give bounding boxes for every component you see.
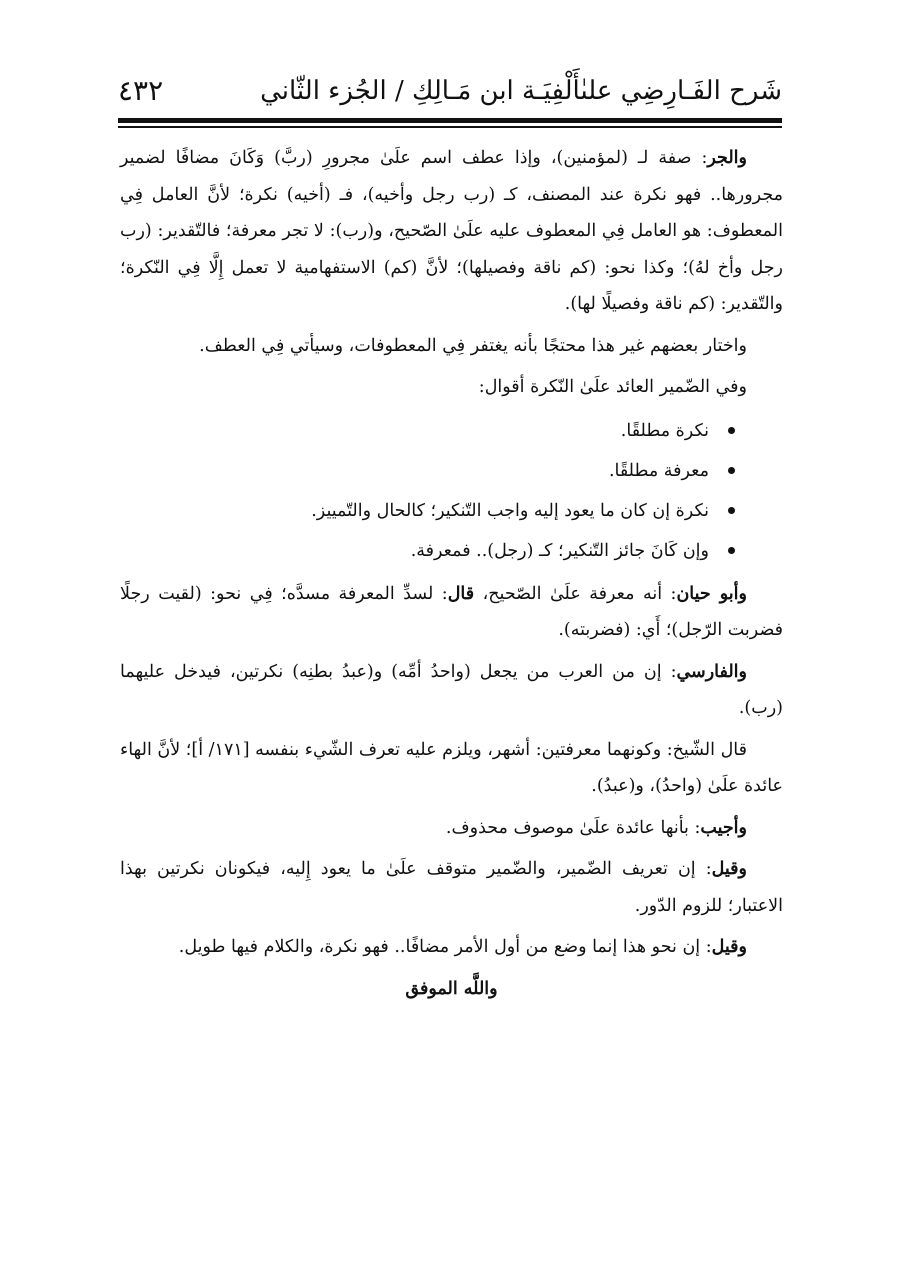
paragraph-lead: والجر	[707, 148, 747, 168]
page-number: ٤٣٢	[118, 74, 164, 107]
list-item-text: نكرة إن كان ما يعود إليه واجب التّنكير؛ كالحال والتّمييز.	[311, 500, 709, 521]
header-title: شَرح الفَـارِضِي علىٰأَلْفِيَـة ابن مَـالِكِ / الجُزء الثّاني	[260, 76, 782, 106]
paragraph	[120, 328, 783, 365]
paragraph-lead: وأجيب	[700, 817, 747, 838]
paragraph	[120, 140, 783, 323]
paragraph	[120, 369, 783, 406]
paragraph-text: : صفة لـ (لمؤمنين)، وإذا عطف اسم علَىٰ مجرورِ (ربَّ) وَكَانَ مضافًا لضمير مجرورها.. فهو نكرة عند المصنف، كـ (رب رجل وأخيه)، فـ (أخيه) نكرة؛ لأنَّ العامل فِي المعطوف: هو العامل فِي المعطوف عليه علَىٰ الصّحيح، و(رب): لا تجر معرفة؛ فالتّقدير: (رب رجل وأخ لهُ)؛ وكذا نحو: (كم ناقة وفصيلها)؛ لأنَّ (كم) الاستفهامية لا تعمل إِلَّا فِي النّكرة؛ والتّقدير: (كم ناقة وفصيلًا لها).	[120, 148, 783, 314]
paragraph	[120, 851, 783, 924]
paragraph-text: قال الشّيخ: وكونهما معرفتين: أشهر، ويلزم عليه تعرف الشّيء بنفسه [١٧١/ أ]؛ لأنَّ الهاء عائدة علَىٰ (واحدُ)، و(عبدُ).	[120, 739, 783, 796]
page-body	[120, 140, 783, 1012]
bullet-icon	[728, 467, 735, 474]
closing-line: واللَّه الموفق	[405, 978, 498, 999]
paragraph-text-2: : لسدِّ المعرفة مسدَّه؛ فِي نحو: (لقيت رجلًا فضربت الرّجل)؛ أَي: (فضربته).	[120, 583, 783, 640]
paragraph-text: : إن من العرب من يجعل (واحدُ أمِّه) و(عبدُ بطنِه) نكرتين، فيدخل عليهما (رب).	[120, 661, 783, 718]
paragraph	[120, 732, 783, 805]
bullet-icon	[728, 547, 735, 554]
paragraph-lead: وأبو حيان	[676, 583, 747, 604]
header-rule-thick	[118, 118, 782, 123]
bullet-icon	[728, 507, 735, 514]
paragraph-lead: وقيل	[711, 859, 747, 879]
bullet-icon	[728, 427, 735, 434]
paragraph	[120, 654, 783, 727]
paragraph-lead: وقيل	[711, 937, 747, 957]
paragraph-lead-2: قال	[447, 583, 475, 604]
paragraph-text: : أنه معرفة علَىٰ الصّحيح،	[474, 583, 677, 604]
paragraph-text: وفي الضّمير العائد علَىٰ النّكرة أقوال:	[478, 377, 747, 397]
opinions-list	[120, 411, 783, 571]
list-item	[120, 491, 735, 531]
paragraph-text: : إن نحو هذا إنما وضع من أول الأمر مضافًا.. فهو نكرة، والكلام فيها طويل.	[178, 937, 712, 957]
paragraph-text: : بأنها عائدة علَىٰ موصوف محذوف.	[445, 817, 701, 838]
paragraph	[120, 810, 783, 847]
list-item-text: وإن كَانَ جائز التّنكير؛ كـ (رجل).. فمعرفة.	[410, 540, 709, 561]
paragraph-text: واختار بعضهم غير هذا محتجًا بأنه يغتفر فِي المعطوفات، وسيأتي فِي العطف.	[199, 335, 747, 356]
paragraph-text: : إن تعريف الضّمير، والضّمير متوقف علَىٰ ما يعود إِليه، فيكونان نكرتين بهذا الاعتبار؛ للزوم الدّور.	[120, 859, 783, 916]
running-header	[118, 70, 782, 114]
list-item-text: نكرة مطلقًا.	[620, 420, 709, 441]
list-item-text: معرفة مطلقًا.	[608, 460, 709, 481]
list-item	[120, 411, 735, 451]
header-rule-thin	[118, 126, 782, 128]
paragraph-lead: والفارسي	[676, 661, 747, 682]
list-item	[120, 531, 735, 571]
list-item	[120, 451, 735, 491]
paragraph	[120, 576, 783, 649]
paragraph	[120, 929, 783, 966]
